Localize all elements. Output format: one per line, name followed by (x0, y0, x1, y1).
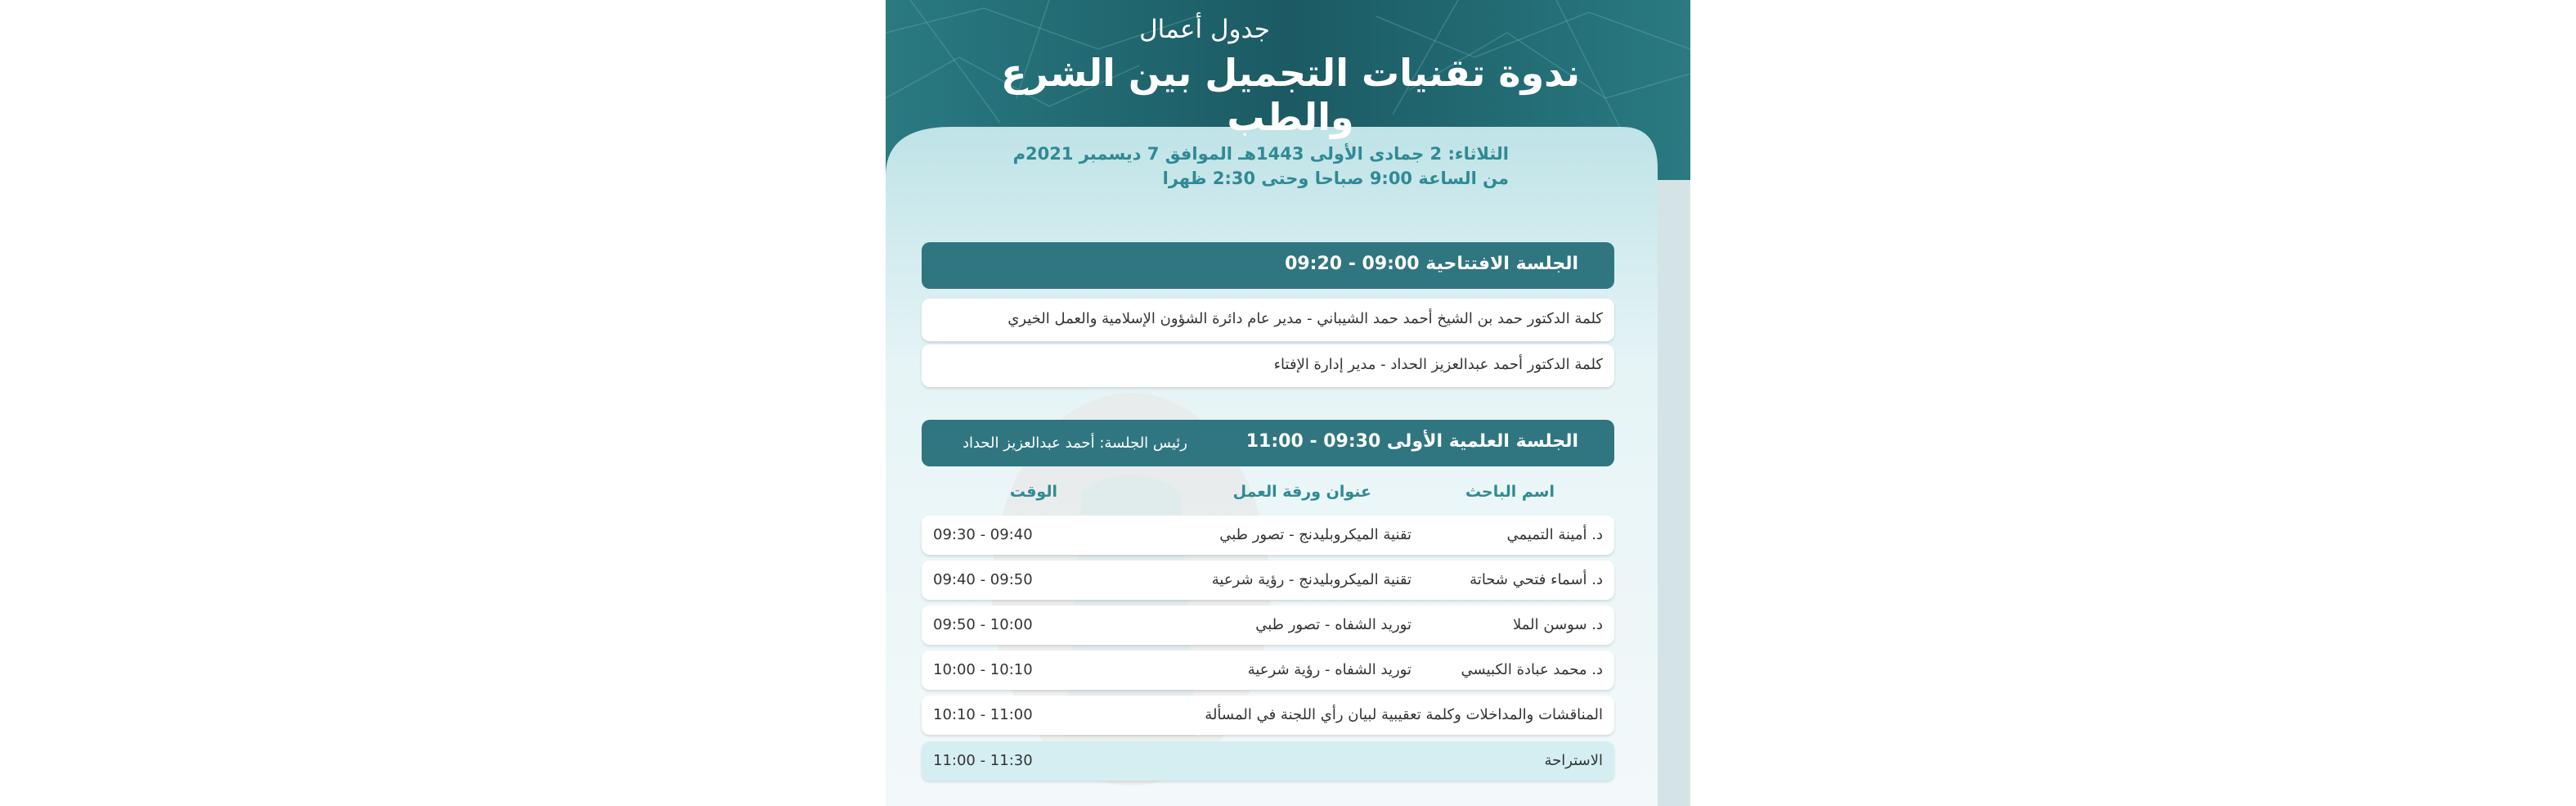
event-time: من الساعة 9:00 صباحا وحتى 2:30 ظهرا (1162, 169, 1509, 188)
paper-title: تقنية الميكروبليدنج - رؤية شرعية (1211, 571, 1411, 588)
column-header-researcher: اسم الباحث (1465, 483, 1555, 501)
researcher-name: د. سوسن الملا (1513, 616, 1603, 633)
break-row (922, 741, 1614, 781)
session1-header (922, 242, 1614, 289)
table-row (922, 606, 1614, 645)
speech-text: كلمة الدكتور أحمد عبدالعزيز الحداد - مدير إدارة الإفتاء (1273, 356, 1603, 373)
speech-text: كلمة الدكتور حمد بن الشيخ أحمد حمد الشيباني - مدير عام دائرة الشؤون الإسلامية والعمل الخيري (1008, 310, 1603, 327)
time-slot: 10:10 - 11:00 (933, 706, 1033, 723)
time-slot: 11:00 - 11:30 (933, 752, 1033, 769)
speech-row (922, 299, 1614, 341)
table-row (922, 561, 1614, 600)
column-header-paper: عنوان ورقة العمل (1232, 483, 1371, 501)
time-slot: 10:00 - 10:10 (933, 661, 1033, 678)
researcher-name: د. أمينة التميمي (1506, 526, 1603, 543)
time-slot: 09:40 - 09:50 (933, 571, 1033, 588)
paper-title: توريد الشفاه - رؤية شرعية (1247, 661, 1411, 678)
table-row (922, 651, 1614, 690)
paper-title: تقنية الميكروبليدنج - تصور طبي (1219, 526, 1411, 543)
researcher-name: د. محمد عبادة الكبيسي (1461, 661, 1603, 678)
session2-title: الجلسة العلمية الأولى 09:30 - 11:00 (1245, 431, 1578, 452)
table-row (922, 696, 1614, 735)
column-header-time: الوقت (1009, 483, 1057, 501)
agenda-label: جدول أعمال (1139, 15, 1270, 44)
session2-chair: رئيس الجلسة: أحمد عبدالعزيز الحداد (962, 435, 1187, 452)
discussion-text: المناقشات والمداخلات وكلمة تعقيبية لبيان رأي اللجنة في المسألة (1205, 706, 1603, 723)
agenda-poster (886, 0, 1690, 806)
break-label: الاستراحة (1544, 752, 1603, 769)
speech-row (922, 344, 1614, 387)
session1-title: الجلسة الافتتاحية 09:00 - 09:20 (1285, 254, 1578, 274)
paper-title: توريد الشفاه - تصور طبي (1255, 616, 1411, 633)
session2-header (922, 420, 1614, 466)
time-slot: 09:50 - 10:00 (933, 616, 1033, 633)
table-row (922, 516, 1614, 555)
researcher-name: د. أسماء فتحي شحاتة (1470, 571, 1603, 588)
event-date: الثلاثاء: 2 جمادى الأولى 1443هـ الموافق 7 ديسمبر 2021م (1012, 144, 1509, 164)
event-title: ندوة تقنيات التجميل بين الشرع والطب (1000, 51, 1581, 139)
time-slot: 09:30 - 09:40 (933, 526, 1033, 543)
